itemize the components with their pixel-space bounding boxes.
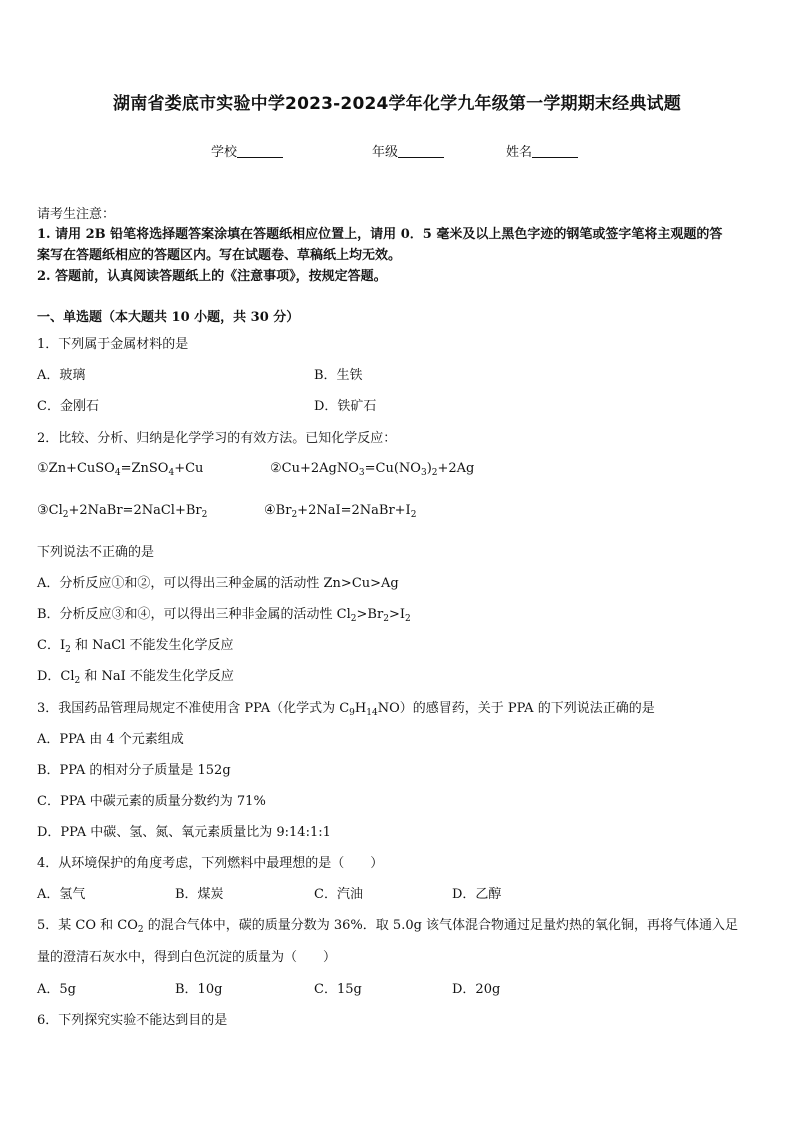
q2-option-d-text: 和 NaI 不能发生化学反应	[80, 669, 234, 684]
school-blank[interactable]	[237, 144, 283, 158]
eq4-number: ④	[264, 503, 276, 518]
q2-option-c[interactable]: C．$I_2$ 和 NaCl 不能发生化学反应	[37, 638, 234, 655]
eq3-number: ③	[37, 503, 49, 518]
q2-equation-3: $③Cl_2+2NaBr=2NaCl+Br_2$	[37, 503, 208, 520]
q2-option-a[interactable]: A．分析反应①和②，可以得出三种金属的活动性 Zn>Cu>Ag	[37, 576, 399, 591]
q2-equation-1: ①Zn+CuSO$_4$=ZnSO$_4$+Cu	[37, 461, 204, 478]
q4-stem: 4．从环境保护的角度考虑，下列燃料中最理想的是（ ）	[37, 856, 384, 871]
q4-option-b[interactable]: B．煤炭	[175, 887, 224, 902]
q2-option-b[interactable]: B．分析反应③和④，可以得出三种非金属的活动性 $Cl_2>Br_2>I_2$	[37, 607, 411, 624]
q1-option-c[interactable]: C．金刚石	[37, 399, 99, 414]
q3-option-c[interactable]: C．PPA 中碳元素的质量分数约为 71%	[37, 794, 266, 809]
q3-stem: 3．我国药品管理局规定不准使用含 PPA（化学式为 $C_9H_{14}NO$）的感冒药，关于 PPA 的下列说法正确的是	[37, 701, 655, 718]
q4-option-c[interactable]: C．汽油	[314, 887, 363, 902]
q3-option-d[interactable]: D．PPA 中碳、氢、氮、氧元素质量比为 9:14:1:1	[37, 825, 331, 840]
q2-equation-2: $②Cu+2AgNO_3=Cu(NO_3)_2+2Ag$	[270, 461, 475, 478]
q2-option-b-text: B．分析反应③和④，可以得出三种非金属的活动性 Cl	[37, 607, 351, 622]
q4-option-d[interactable]: D．乙醇	[452, 887, 502, 902]
grade-label: 年级	[372, 145, 399, 160]
q2-question: 下列说法不正确的是	[37, 545, 155, 560]
exam-title: 湖南省娄底市实验中学2023-2024学年化学九年级第一学期期末经典试题	[113, 94, 681, 114]
notice-line-1b: 案写在答题纸相应的答题区内。写在试题卷、草稿纸上均无效。	[37, 248, 402, 263]
q5-option-d[interactable]: D．20g	[452, 982, 501, 997]
q5-option-b[interactable]: B．10g	[175, 982, 223, 997]
q2-option-c-text: 和 NaCl 不能发生化学反应	[70, 638, 234, 653]
q5-stem-line-1: 5．某 CO 和 $CO_2$ 的混合气体中，碳的质量分数为 36%．取 5.0g 该气体混合物通过足量灼热的氧化铜，再将气体通入足	[37, 918, 739, 935]
notice-line-2: 2. 答题前，认真阅读答题纸上的《注意事项》，按规定答题。	[37, 269, 387, 284]
q1-stem: 1．下列属于金属材料的是	[37, 337, 189, 352]
grade-blank[interactable]	[398, 144, 444, 158]
q5-option-c[interactable]: C．15g	[314, 982, 362, 997]
name-label: 姓名	[506, 145, 533, 160]
q5-option-a[interactable]: A．5g	[37, 982, 76, 997]
grade-field[interactable]	[372, 141, 444, 160]
q2-option-d-pre: D．Cl	[37, 669, 75, 684]
q3-option-b[interactable]: B．PPA 的相对分子质量是 152g	[37, 763, 231, 778]
name-blank[interactable]	[532, 144, 578, 158]
q3-option-a[interactable]: A．PPA 由 4 个元素组成	[37, 732, 184, 747]
section-heading: 一、单选题（本大题共 10 小题，共 30 分）	[37, 310, 300, 325]
eq2-number: ②	[270, 461, 282, 476]
q1-option-a[interactable]: A．玻璃	[37, 368, 86, 383]
eq1-number: ①	[37, 461, 49, 476]
notice-line-1a: 1. 请用 2B 铅笔将选择题答案涂填在答题纸相应位置上，请用 0．5 毫米及以上黑色字迹的钢笔或签字笔将主观题的答	[37, 227, 723, 242]
q2-stem: 2．比较、分析、归纳是化学学习的有效方法。已知化学反应：	[37, 431, 397, 446]
q2-option-d[interactable]: D．$Cl_2$ 和 NaI 不能发生化学反应	[37, 669, 234, 686]
q5-stem-a: 5．某 CO 和 CO	[37, 918, 138, 933]
q1-option-b[interactable]: B．生铁	[314, 368, 363, 383]
notice-heading: 请考生注意：	[37, 207, 116, 222]
q3-stem-post: NO）的感冒药，关于 PPA 的下列说法正确的是	[377, 701, 655, 716]
q4-option-a[interactable]: A．氢气	[37, 887, 86, 902]
name-field[interactable]	[506, 141, 578, 160]
q5-stem-b: 的混合气体中，碳的质量分数为 36%．取 5.0g 该气体混合物通过足量灼热的氧化铜，再将气体通入足	[143, 918, 739, 933]
q1-option-d[interactable]: D．铁矿石	[314, 399, 377, 414]
q3-stem-pre: 3．我国药品管理局规定不准使用含 PPA（化学式为 C	[37, 701, 350, 716]
q6-stem: 6．下列探究实验不能达到目的是	[37, 1013, 228, 1028]
school-field[interactable]	[211, 141, 283, 160]
q5-stem-line-2: 量的澄清石灰水中，得到白色沉淀的质量为（ ）	[37, 950, 337, 965]
school-label: 学校	[211, 145, 238, 160]
q2-equation-4: $④Br_2+2NaI=2NaBr+I_2$	[264, 503, 417, 520]
